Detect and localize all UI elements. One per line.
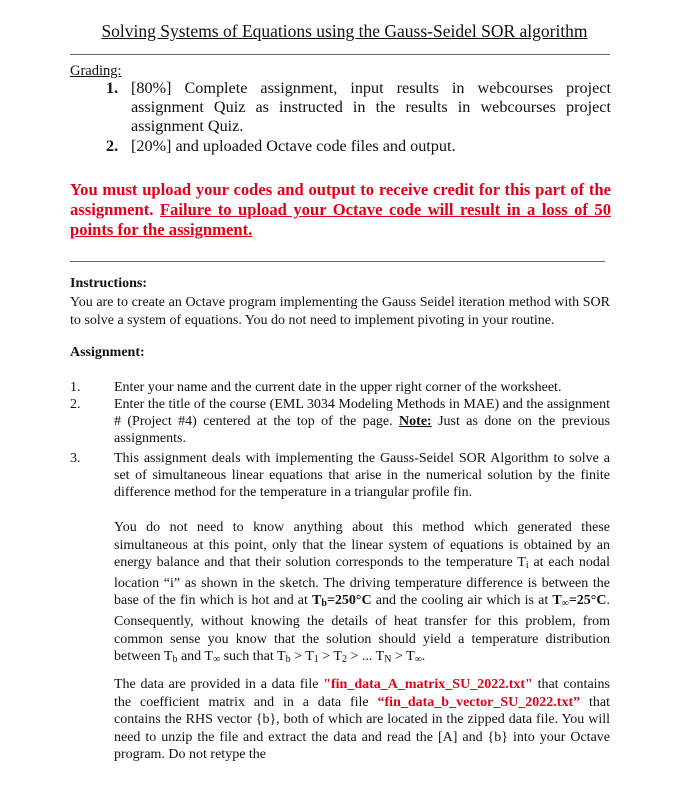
base-temp-value: =250°C [326,593,372,609]
assignment-list [70,379,610,501]
document-title: Solving Systems of Equations using the Gauss-Seidel SOR algorithm [101,21,588,41]
assignment-item [70,379,610,396]
subscript: ∞ [414,654,422,666]
text-run: that contains the RHS vector {b}, both of which are located in the zipped data file. You will need to unzip the file and extract the data and read the [A] and {b} into your Octave program. Do not retype the [114,694,610,763]
divider [70,54,610,55]
warning-penalty-text: Failure to upload your Octave code will result in a loss of 50 points for the assignment. [70,200,611,239]
subscript: ∞ [561,598,569,610]
text-run: You do not need to know anything about this method which generated these simultaneous at this point, only that the linear system of equations is obtained by an energy balance and that their solution corresponds to the temperature T [114,520,610,571]
grading-label: Grading: [70,63,122,79]
assignment-item-number: 3. [70,451,81,466]
data-file-paragraph [114,676,610,764]
grading-list [106,79,611,157]
note-label: Note: [399,414,432,429]
warning-text: You must upload your codes and output to receive credit for this part of the assignment. [70,180,611,219]
note-text: Just as done on the previous assignments. [114,414,610,446]
assignment-item-text: This assignment deals with implementing the Gauss-Seidel SOR Algorithm to solve a set of simultaneous linear equations that arise in the numerical solution by the finite difference method for the temperature in a triangular profile fin. [114,451,610,500]
subscript: ∞ [212,654,221,666]
text-run: and T [177,649,213,665]
subscript: 2 [341,654,347,666]
subscript: N [384,654,392,666]
text-run: that contains the coefficient matrix and in a data file [114,677,610,710]
text-run: > ... T [346,649,385,665]
text-run: at each nodal location “i” as shown in the sketch. The driving temperature difference is between the base of the fin which is hot and at [114,555,610,609]
text-run: such that T [220,649,286,665]
grading-item-number: 2. [106,137,119,155]
subscript: b [285,654,291,666]
grading-item-text: [20%] and uploaded Octave code files and output. [131,137,456,155]
assignment-item [70,450,610,501]
text-run: and the cooling air which is at [371,593,553,609]
subscript: b [172,654,178,666]
text-run: . Consequently, without knowing the details of heat transfer for this problem, from common sense you know that the solution should yield a temperature distribution between T [114,593,611,665]
grading-item-text: [80%] Complete assignment, input results in webcourses project assignment Quiz as instructed in the results in webcourses project assignment Quiz. [131,79,611,135]
instructions-text: You are to create an Octave program implementing the Gauss Seidel iteration method with SOR to solve a system of equations. You do not need to implement pivoting in your routine. [70,295,610,328]
assignment-item [70,396,610,447]
assignment-item-text: Enter the title of the course (EML 3034 Modeling Methods in MAE) and the assignment # (Project #4) centered at the top of the page. [114,397,610,429]
assignment-item-text: Enter your name and the current date in the upper right corner of the worksheet. [114,380,562,395]
assignment-heading: Assignment: [70,345,145,360]
text-run: The data are provided in a data file [114,677,324,692]
base-temp-symbol: T [312,593,322,609]
subscript: b [321,598,327,610]
text-run: > T [290,649,314,665]
grading-item [106,79,611,136]
matrix-file-name: "fin_data_A_matrix_SU_2022.txt" [323,677,533,692]
subscript: i [525,560,529,572]
fin-explanation-paragraph [114,519,610,669]
grading-item-number: 1. [106,79,119,97]
text-run: > T [318,649,342,665]
upload-warning [70,180,611,240]
air-temp-value: =25°C [568,593,607,609]
divider [70,261,605,262]
instructions-heading: Instructions: [70,276,148,291]
text-run: > T [391,649,415,665]
text-run: . [421,649,426,665]
air-temp-symbol: T [552,593,562,609]
assignment-item-number: 2. [70,397,81,412]
vector-file-name: “fin_data_b_vector_SU_2022.txt” [377,694,581,710]
grading-item [106,137,611,156]
assignment-item-number: 1. [70,380,81,395]
subscript: 1 [313,654,319,666]
